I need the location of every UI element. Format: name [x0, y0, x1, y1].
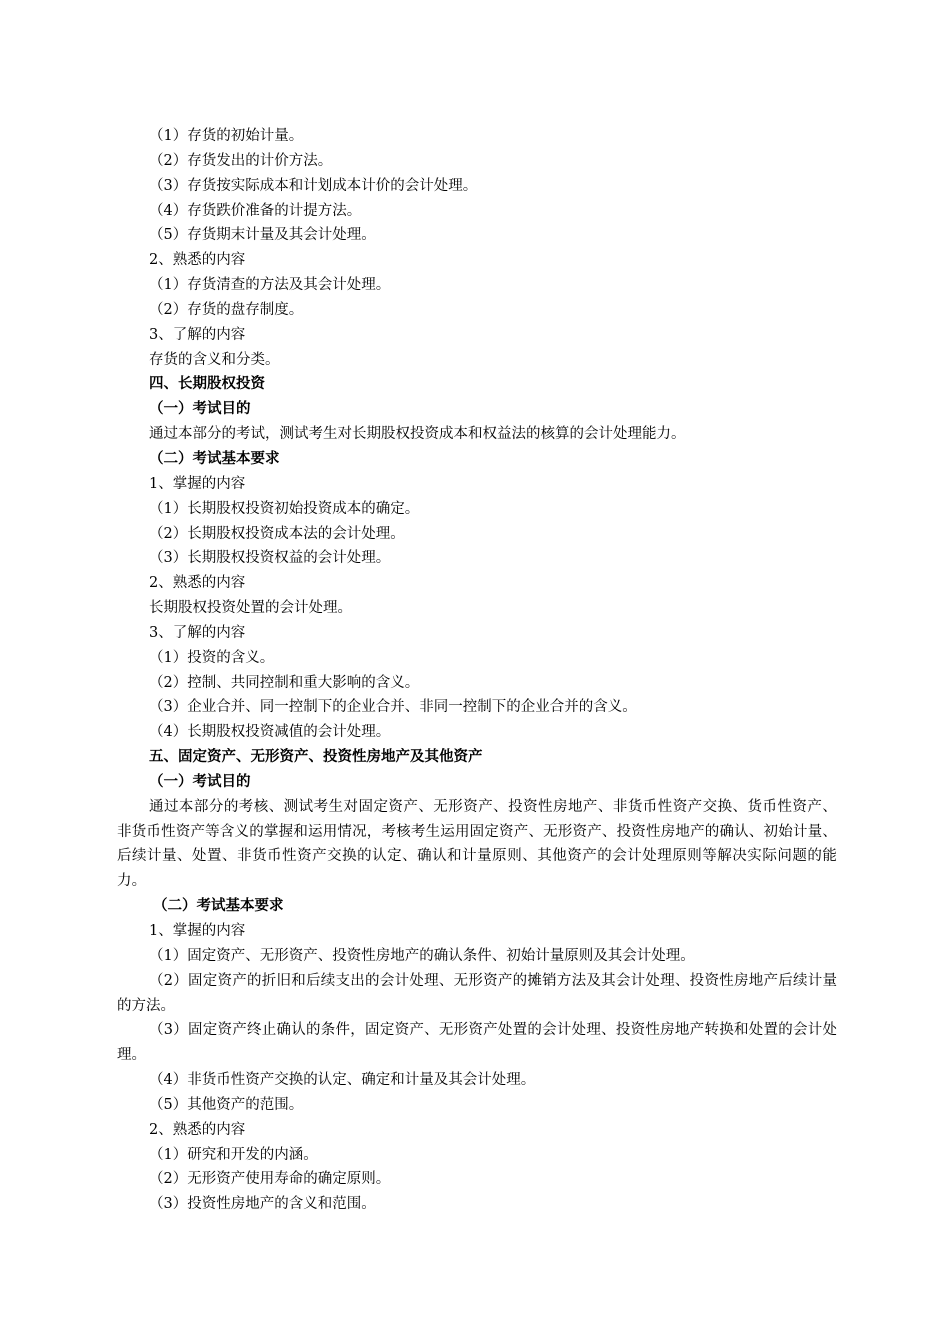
list-item: （1）存货清查的方法及其会计处理。	[149, 277, 391, 294]
paragraph: 存货的含义和分类。	[149, 351, 280, 368]
list-item: （2）无形资产使用寿命的确定原则。	[149, 1171, 391, 1188]
list-item: （5）其他资产的范围。	[149, 1096, 304, 1113]
list-item: （1）投资的含义。	[149, 649, 275, 666]
document-body	[117, 124, 837, 1217]
subheading: 2、熟悉的内容	[149, 1121, 246, 1138]
list-item: （3）长期股权投资权益的会计处理。	[149, 550, 391, 567]
list-item: （2）存货发出的计价方法。	[149, 152, 333, 169]
list-item: （3）企业合并、同一控制下的企业合并、非同一控制下的企业合并的含义。	[149, 699, 637, 716]
list-item: （1）存货的初始计量。	[149, 128, 304, 144]
list-item: （5）存货期末计量及其会计处理。	[149, 227, 376, 244]
list-item: （1）研究和开发的内涵。	[149, 1146, 318, 1163]
subheading: 3、了解的内容	[149, 326, 246, 343]
subheading: 2、熟悉的内容	[149, 575, 246, 592]
section-heading: 四、长期股权投资	[149, 375, 265, 393]
subheading: 3、了解的内容	[149, 624, 246, 641]
list-item: （3）固定资产终止确认的条件，固定资产、无形资产处置的会计处理、投资性房地产转换和处置的会计处理。	[117, 1022, 837, 1064]
subheading: 1、掌握的内容	[149, 923, 246, 939]
subheading: 2、熟悉的内容	[149, 252, 246, 269]
list-item: （3）投资性房地产的含义和范围。	[149, 1196, 376, 1213]
list-item: （4）存货跌价准备的计提方法。	[149, 202, 362, 219]
section-subheading: （二）考试基本要求	[149, 449, 280, 467]
list-item: （4）长期股权投资减值的会计处理。	[149, 724, 391, 741]
section-subheading: （二）考试基本要求	[153, 897, 284, 915]
section-subheading: （一）考试目的	[149, 400, 251, 418]
list-item: （3）存货按实际成本和计划成本计价的会计处理。	[149, 177, 478, 194]
section-subheading: （一）考试目的	[149, 772, 251, 790]
paragraph: 通过本部分的考试，测试考生对长期股权投资成本和权益法的核算的会计处理能力。	[149, 426, 686, 443]
list-item: （2）固定资产的折旧和后续支出的会计处理、无形资产的摊销方法及其会计处理、投资性房地产后续计量的方法。	[117, 972, 837, 1014]
list-item: （2）存货的盘存制度。	[149, 301, 304, 318]
paragraph: 长期股权投资处置的会计处理。	[149, 600, 352, 617]
list-item: （2）长期股权投资成本法的会计处理。	[149, 525, 405, 542]
subheading: 1、掌握的内容	[149, 475, 246, 492]
list-item: （1）长期股权投资初始投资成本的确定。	[149, 500, 420, 517]
paragraph: 通过本部分的考核、测试考生对固定资产、无形资产、投资性房地产、非货币性资产交换、货币性资产、非货币性资产等含义的掌握和运用情况，考核考生运用固定资产、无形资产、投资性房地产的确认、初始计量、后续计量、处置、非货币性资产交换的认定、确认和计量原则、其他资产的会计处理原则等解决实际问题的能力。	[117, 798, 837, 890]
list-item: （2）控制、共同控制和重大影响的含义。	[149, 674, 420, 691]
section-heading: 五、固定资产、无形资产、投资性房地产及其他资产	[149, 748, 483, 766]
list-item: （1）固定资产、无形资产、投资性房地产的确认条件、初始计量原则及其会计处理。	[149, 947, 695, 964]
list-item: （4）非货币性资产交换的认定、确定和计量及其会计处理。	[149, 1072, 536, 1089]
